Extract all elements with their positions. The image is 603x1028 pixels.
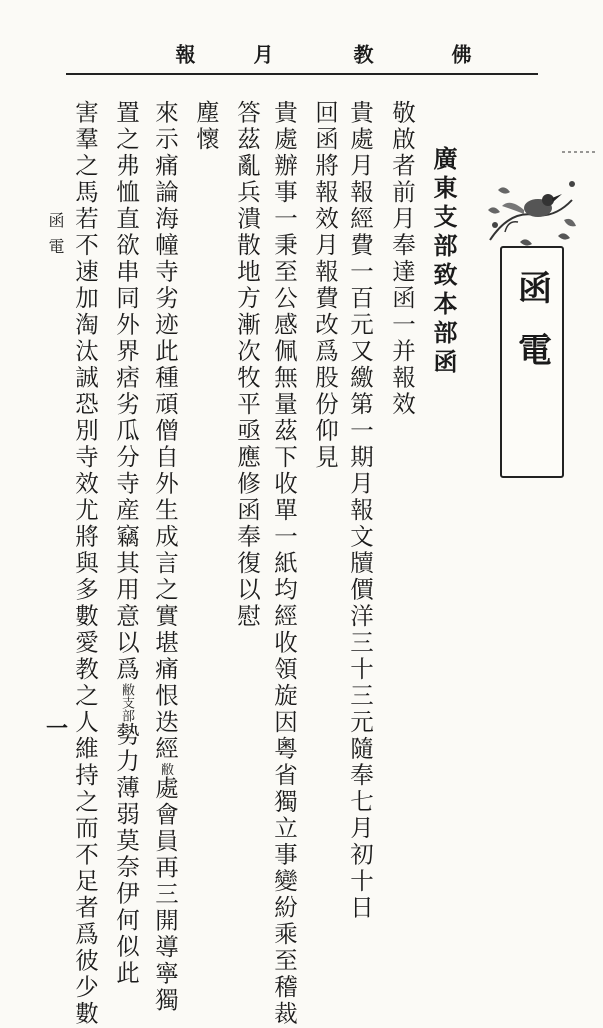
letter-column-1: 敬啟者前月奉達函一并報效 <box>388 100 416 418</box>
page-number: 一 <box>46 716 69 742</box>
small-char: 部 <box>119 709 134 722</box>
header-rule <box>66 73 538 75</box>
letter-column-7-text: 來示痛論海幢寺劣迹此種頑僧自外生成言之實堪痛恨迭經 <box>151 100 179 763</box>
letter-column-7-tail: 處會員再三開導寧獨 <box>151 775 179 1014</box>
header-char-3: 月 <box>250 44 274 64</box>
letter-column-8-tail: 勢力薄弱莫奈伊何似此 <box>112 722 140 987</box>
letter-column-2: 貴處月報經費一百元又繳第一期月報文牘價洋三十三元隨奉七月初十日 <box>346 100 374 922</box>
letter-column-3: 回函將報效月報費改爲股份仰見 <box>311 100 339 471</box>
small-char: 敝 <box>119 683 134 696</box>
small-char: 敝 <box>158 762 173 776</box>
letter-column-9: 害羣之馬若不速加淘汰誠恐別寺效尤將與多數愛教之人維持之而不足者爲彼少數 <box>71 100 99 1028</box>
header-char-2: 教 <box>350 44 374 64</box>
corner-ornament <box>560 140 600 170</box>
banner-title: 函電 <box>511 270 552 394</box>
letter-column-6: 塵懷 <box>192 100 220 153</box>
footer-section-label: 函電 <box>46 212 65 264</box>
letter-column-8 <box>113 100 139 987</box>
letter-column-5: 答茲亂兵潰散地方漸次牧平亟應修函奉復以慰 <box>233 100 261 630</box>
header-char-1: 佛 <box>448 44 472 64</box>
letter-column-8-text: 置之弗恤直欲串同外界痞劣瓜分寺産竊其用意以爲 <box>112 100 140 683</box>
section-banner <box>500 246 564 478</box>
letter-column-7 <box>152 100 178 1014</box>
header-char-4: 報 <box>172 44 196 64</box>
letter-title: 廣東支部致本部函 <box>429 146 458 378</box>
letter-column-4: 貴處辦事一秉至公感佩無量茲下收單一紙均經收領旋因粵省獨立事變紛乘至稽裁 <box>270 100 298 1028</box>
small-char: 支 <box>119 696 134 709</box>
